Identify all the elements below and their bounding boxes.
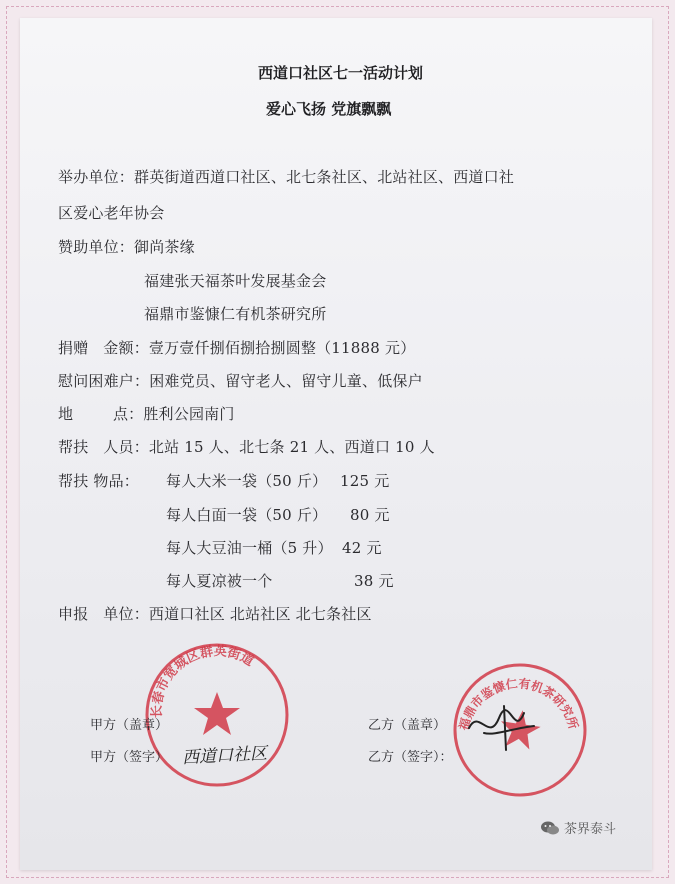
sponsor-label: 赞助单位： xyxy=(58,238,135,256)
people-value: 北站 15 人、北七条 21 人、西道口 10 人 xyxy=(148,438,435,456)
location-value: 胜利公园南门 xyxy=(143,405,235,423)
organizer-line1: 群英街道西道口社区、北七条社区、北站社区、西道口社 xyxy=(134,168,515,186)
beneficiaries-label: 慰问困难户： xyxy=(58,372,150,390)
organizer-line2: 区爱心老年协会 xyxy=(58,204,165,222)
sponsor-item: 御尚茶缘 xyxy=(134,238,195,256)
beneficiaries-value: 困难党员、留守老人、留守儿童、低保户 xyxy=(149,372,423,390)
goods-item-name: 每人白面一袋（50 斤） xyxy=(166,506,328,524)
goods-item-name: 每人大豆油一桶（5 升） xyxy=(166,539,333,557)
sponsor-item: 福建张天福茶叶发展基金会 xyxy=(144,272,327,290)
party-a-seal-label: 甲方（盖章） xyxy=(90,718,169,733)
goods-item-price: 125 元 xyxy=(340,472,390,490)
applicant-row xyxy=(58,603,372,624)
left-seal-text: 长春市宽城区群英街道 xyxy=(149,644,257,719)
people-row xyxy=(58,436,435,457)
people-label: 帮扶 人员： xyxy=(58,438,149,456)
organizer-row xyxy=(58,166,514,187)
party-b-signature-scribble xyxy=(464,698,544,758)
star-icon xyxy=(194,692,240,735)
applicant-label: 申报 单位： xyxy=(58,605,149,623)
goods-item-price: 80 元 xyxy=(350,506,390,524)
location-label: 地 点： xyxy=(58,405,144,423)
watermark xyxy=(540,818,616,837)
donation-value: 壹万壹仟捌佰捌拾捌圆整（11888 元） xyxy=(148,339,416,357)
donation-row xyxy=(58,337,415,358)
party-b-seal-label: 乙方（盖章） xyxy=(368,718,447,733)
wechat-icon xyxy=(540,820,560,836)
document-title: 西道口社区七一活动计划 xyxy=(258,64,424,82)
goods-item-name: 每人大米一袋（50 斤） xyxy=(166,472,328,490)
party-a-handwritten-signature: 西道口社区 xyxy=(181,743,268,769)
document-subtitle: 爱心飞扬 党旗飘飘 xyxy=(266,100,392,118)
goods-item-name: 每人夏凉被一个 xyxy=(166,572,273,590)
applicant-value: 西道口社区 北站社区 北七条社区 xyxy=(148,605,372,623)
goods-item-price: 42 元 xyxy=(342,539,382,557)
sponsor-item: 福鼎市鉴慷仁有机茶研究所 xyxy=(144,305,327,323)
document-paper xyxy=(20,18,652,870)
goods-label: 帮扶 物品： xyxy=(58,472,139,490)
party-a-sign-label: 甲方（签字） xyxy=(90,750,169,765)
beneficiaries-row xyxy=(58,370,423,391)
party-b-sign-label: 乙方（签字）： xyxy=(368,750,453,765)
watermark-text: 茶界泰斗 xyxy=(564,822,617,837)
location-row xyxy=(58,403,235,424)
organizer-label: 举办单位： xyxy=(58,168,135,186)
right-seal-text: 福鼎市鉴慷仁有机茶研究所 xyxy=(456,676,581,732)
donation-label: 捐赠 金额： xyxy=(58,339,149,357)
sponsor-row xyxy=(58,236,195,257)
goods-item-price: 38 元 xyxy=(354,572,394,590)
